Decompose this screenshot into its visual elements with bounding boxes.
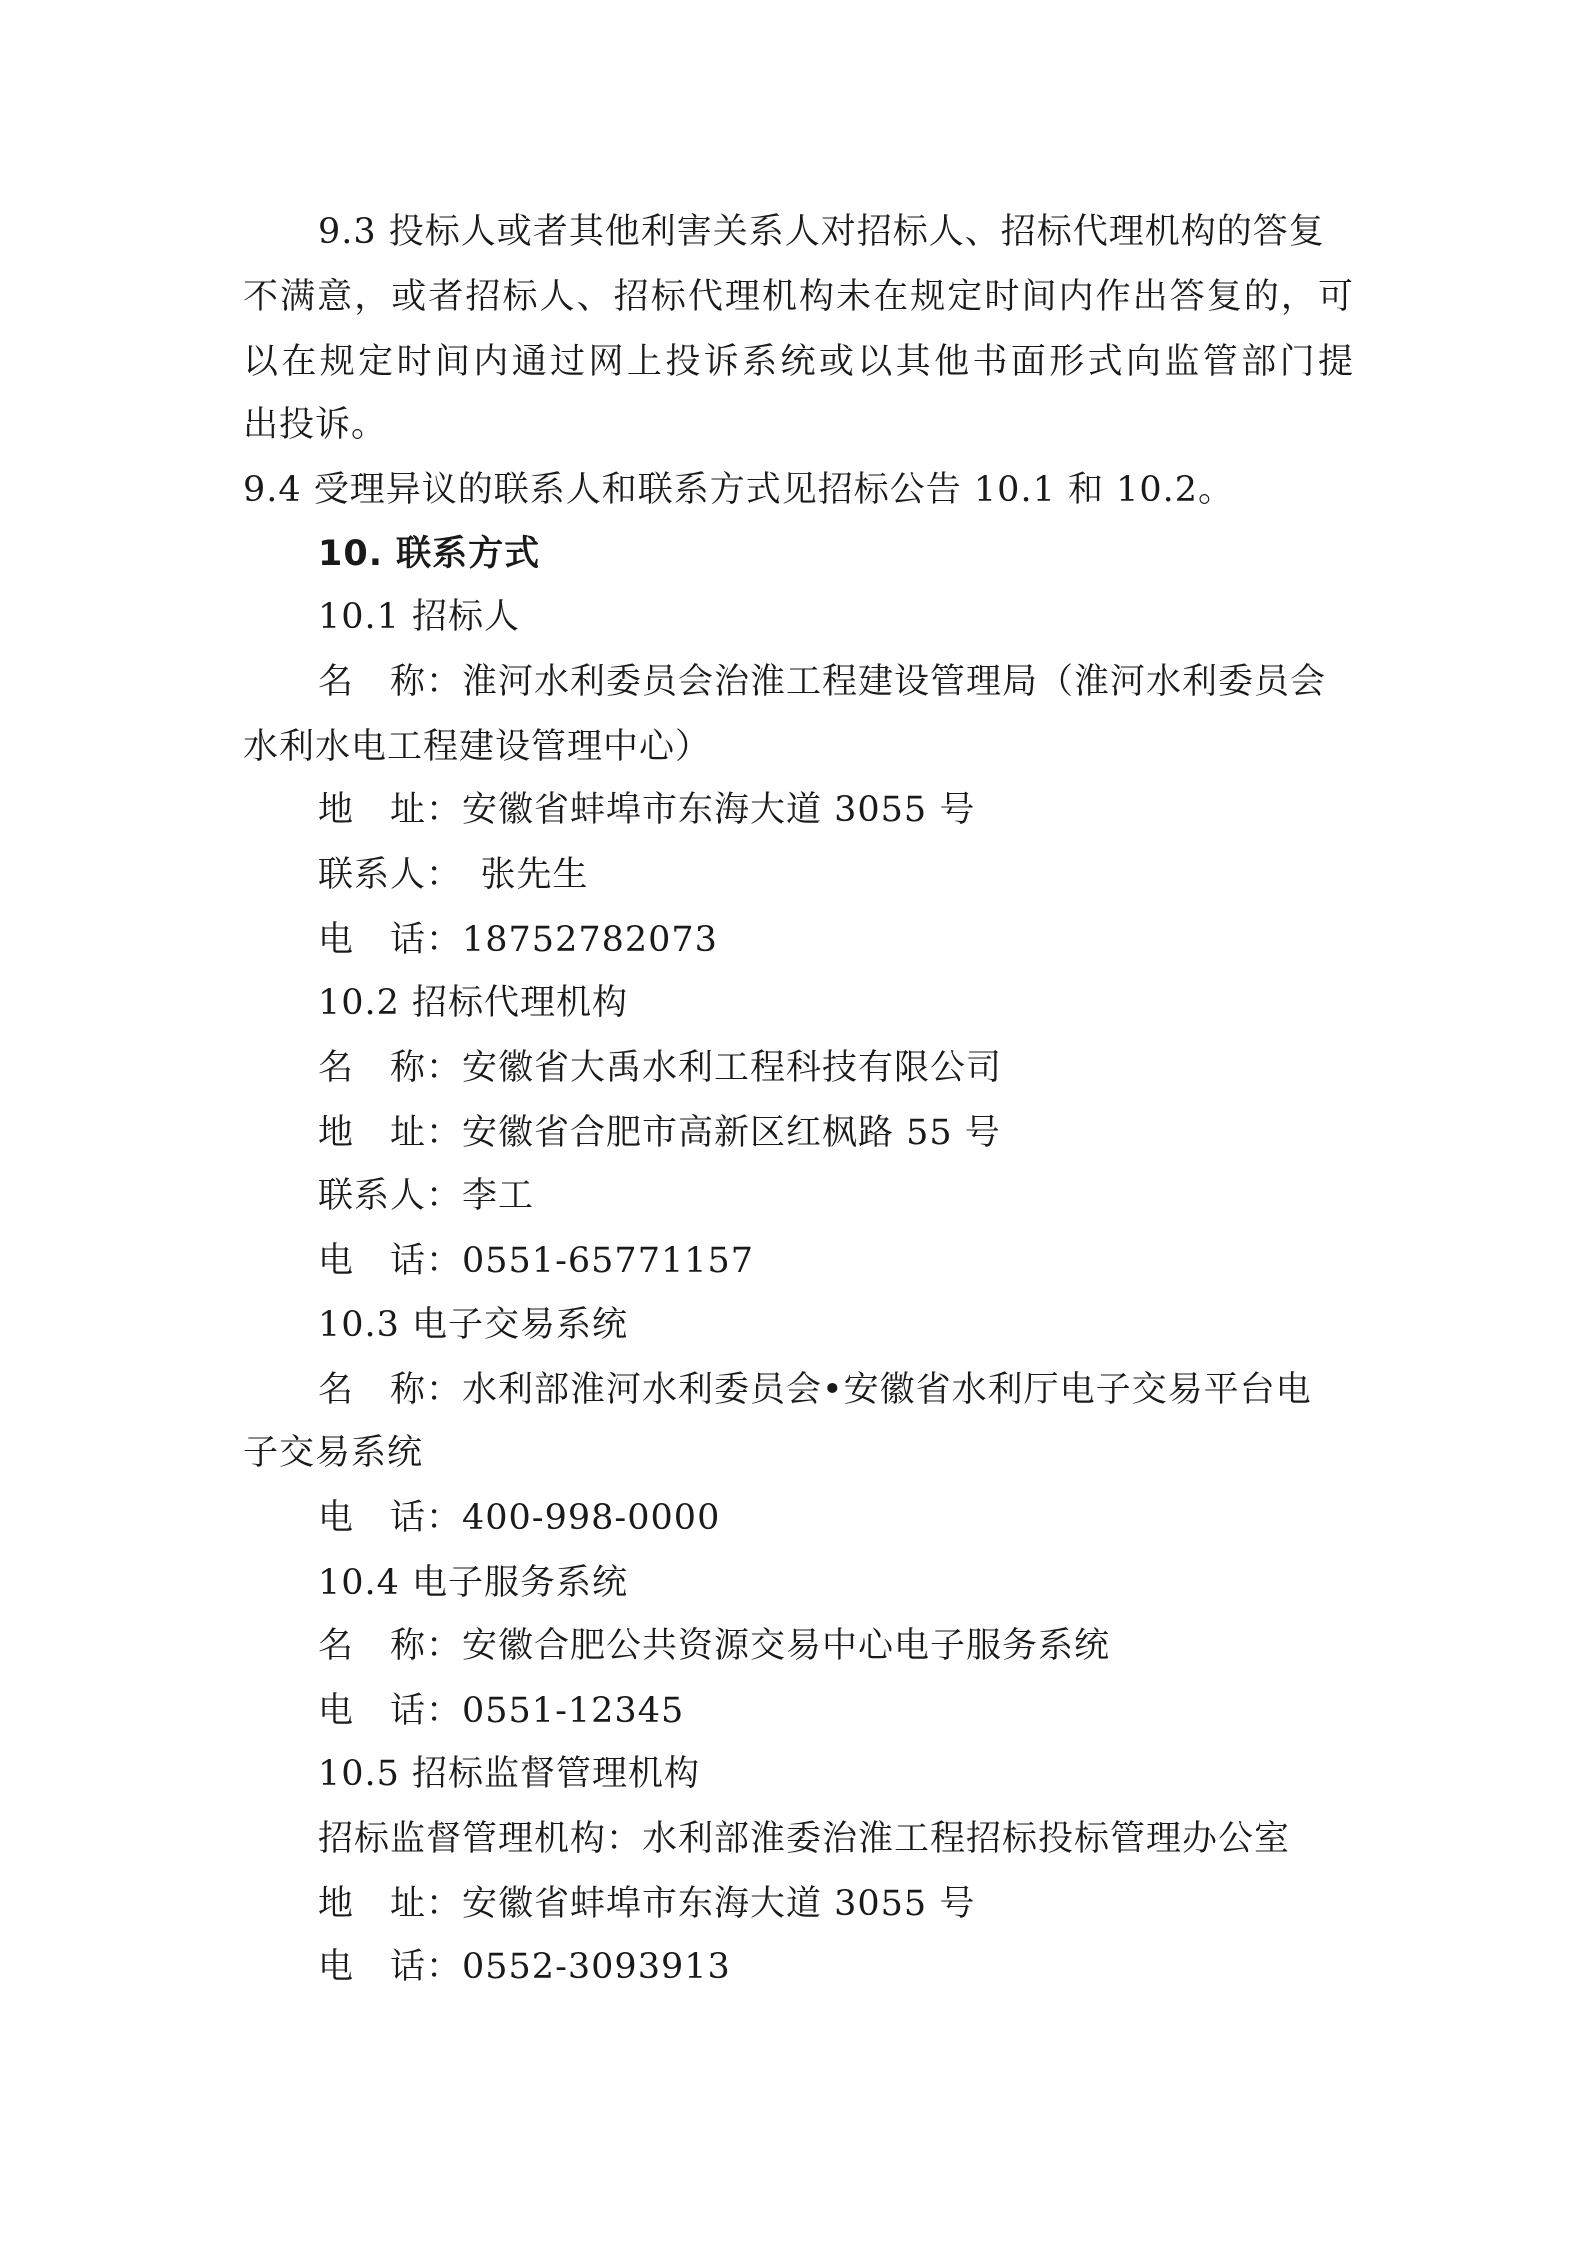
agency-address: 地 址：安徽省合肥市高新区红枫路 55 号: [318, 1113, 1001, 1153]
trading-system-phone: 电 话：400-998-0000: [318, 1498, 721, 1538]
para-9-3-line-1: 9.3 投标人或者其他利害关系人对招标人、招标代理机构的答复: [318, 212, 1325, 252]
section-10-3-title: 10.3 电子交易系统: [318, 1305, 629, 1345]
section-10-4-title: 10.4 电子服务系统: [318, 1563, 629, 1603]
supervision-phone: 电 话：0552-3093913: [318, 1947, 731, 1987]
section-10-heading: 10. 联系方式: [318, 534, 541, 574]
para-9-3-line-3: 以在规定时间内通过网上投诉系统或以其他书面形式向监管部门提: [243, 342, 1353, 382]
tenderer-contact: 联系人： 张先生: [318, 855, 589, 895]
agency-contact: 联系人：李工: [318, 1176, 535, 1216]
section-10-5-title: 10.5 招标监督管理机构: [318, 1754, 701, 1794]
para-9-4: 9.4 受理异议的联系人和联系方式见招标公告 10.1 和 10.2。: [243, 470, 1235, 510]
agency-name: 名 称：安徽省大禹水利工程科技有限公司: [318, 1048, 1003, 1088]
trading-system-name-line-2: 子交易系统: [243, 1433, 424, 1473]
service-system-phone: 电 话：0551-12345: [318, 1691, 685, 1731]
tenderer-address: 地 址：安徽省蚌埠市东海大道 3055 号: [318, 790, 976, 830]
supervision-address: 地 址：安徽省蚌埠市东海大道 3055 号: [318, 1884, 976, 1924]
para-9-3-line-4: 出投诉。: [243, 405, 388, 445]
service-system-name: 名 称：安徽合肥公共资源交易中心电子服务系统: [318, 1626, 1111, 1666]
tenderer-phone: 电 话：18752782073: [318, 920, 718, 960]
supervision-agency: 招标监督管理机构：水利部淮委治淮工程招标投标管理办公室: [318, 1819, 1291, 1859]
agency-phone: 电 话：0551-65771157: [318, 1241, 755, 1281]
section-10-2-title: 10.2 招标代理机构: [318, 983, 629, 1023]
tenderer-name-line-1: 名 称：淮河水利委员会治淮工程建设管理局（淮河水利委员会: [318, 662, 1327, 702]
tenderer-name-line-2: 水利水电工程建设管理中心）: [243, 727, 712, 767]
para-9-3-line-2: 不满意，或者招标人、招标代理机构未在规定时间内作出答复的，可: [243, 277, 1353, 317]
section-10-1-title: 10.1 招标人: [318, 597, 521, 637]
trading-system-name-line-1: 名 称：水利部淮河水利委员会•安徽省水利厅电子交易平台电: [318, 1370, 1312, 1410]
